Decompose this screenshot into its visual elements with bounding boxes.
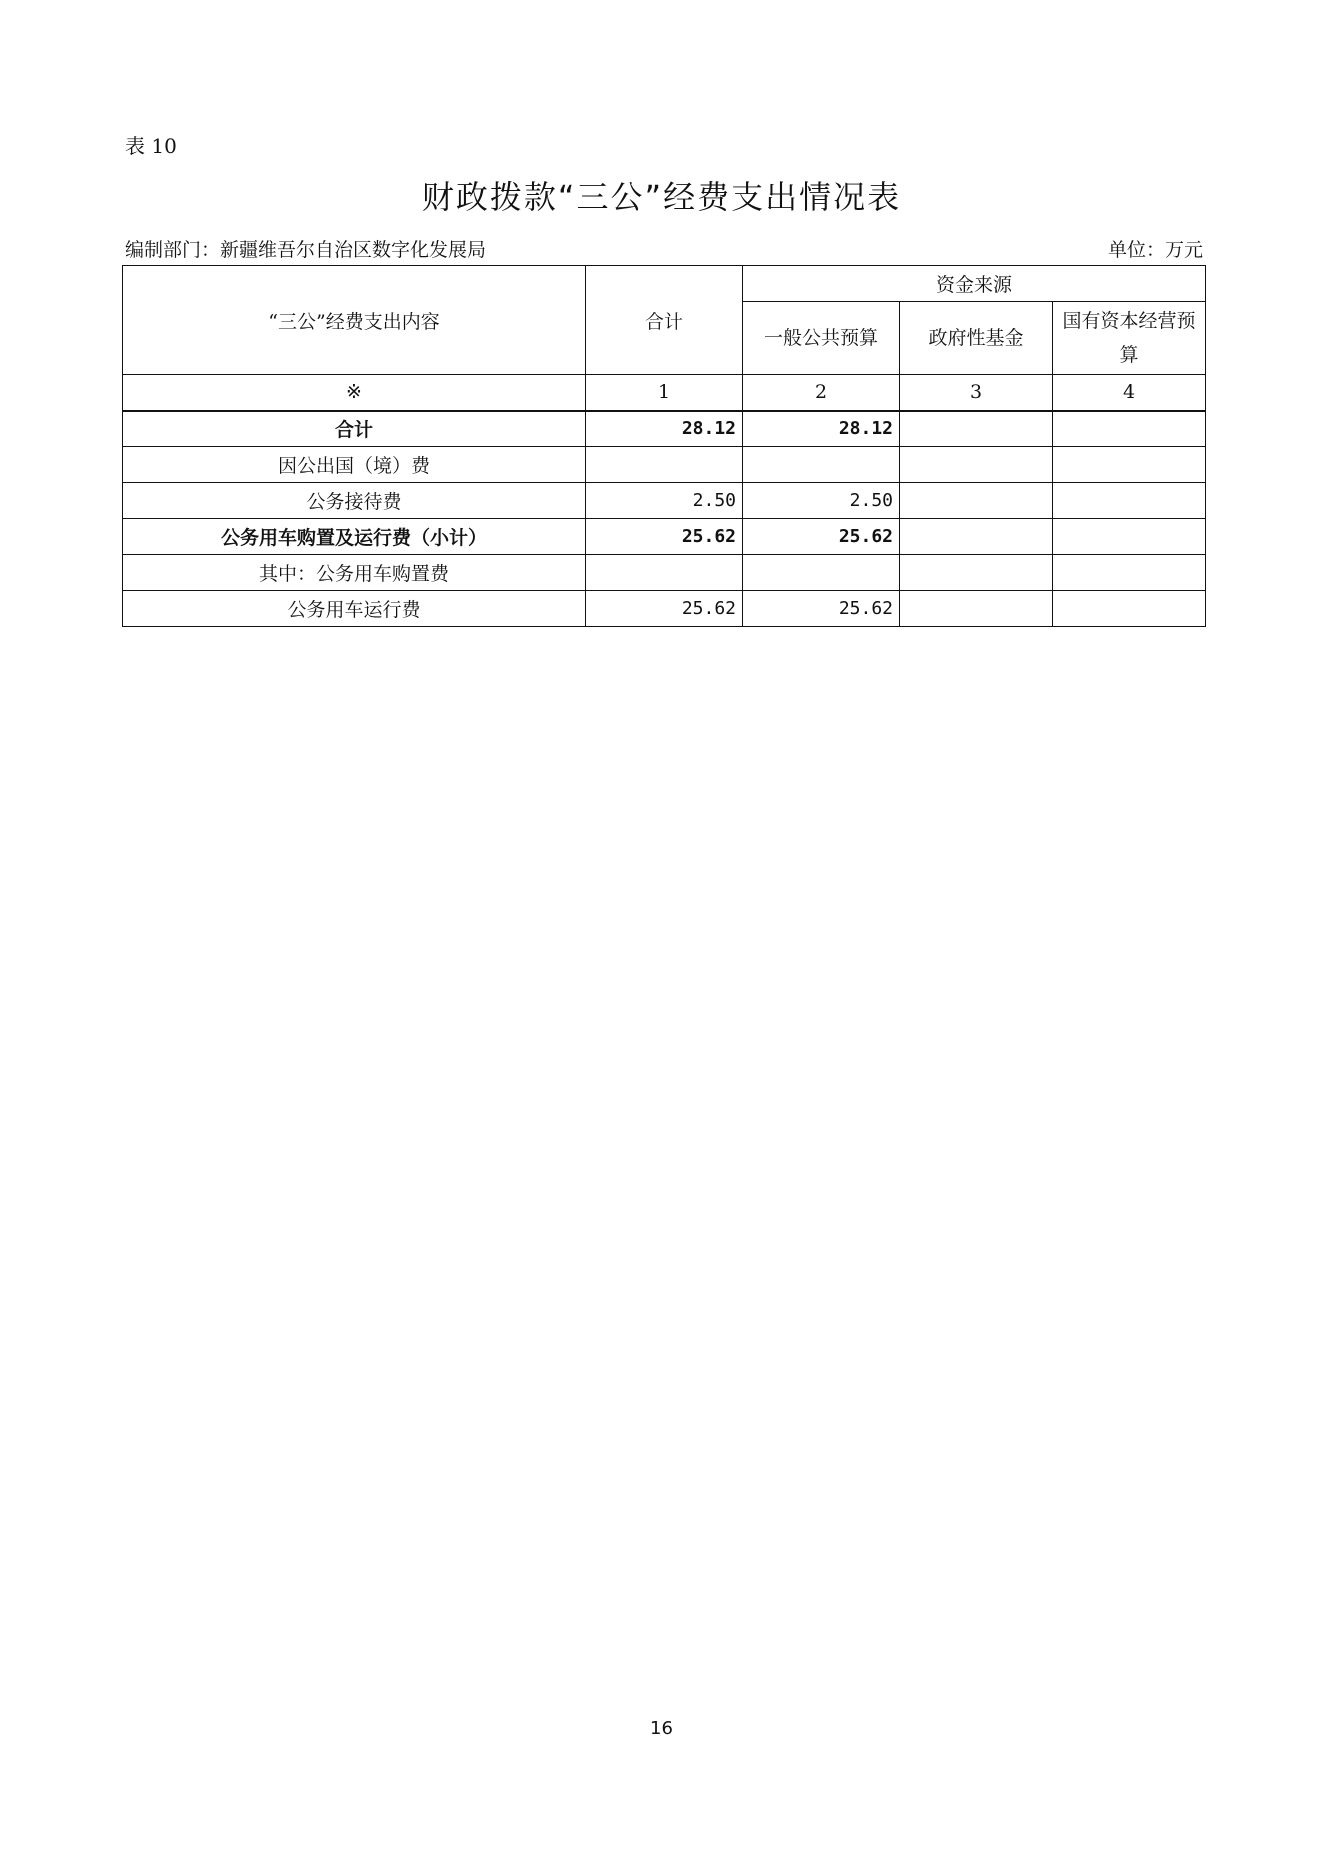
three-public-expenses-table xyxy=(122,265,1206,627)
cell-state-capital xyxy=(1053,519,1206,555)
table-row xyxy=(123,447,1206,483)
header-fund-source: 资金来源 xyxy=(743,266,1206,302)
header-content: “三公”经费支出内容 xyxy=(123,266,586,375)
cell-state-capital xyxy=(1053,591,1206,627)
row-label: 公务接待费 xyxy=(123,483,586,519)
cell-gov-fund xyxy=(900,519,1053,555)
index-cell: 2 xyxy=(743,375,900,411)
cell-gov-fund xyxy=(900,447,1053,483)
header-general-budget: 一般公共预算 xyxy=(743,302,900,375)
cell-gov-fund xyxy=(900,411,1053,447)
unit-label: 单位：万元 xyxy=(1107,239,1203,261)
row-label: 因公出国（境）费 xyxy=(123,447,586,483)
row-label: 合计 xyxy=(123,411,586,447)
page-title: 财政拨款“三公”经费支出情况表 xyxy=(421,178,902,216)
row-label: 公务用车购置及运行费（小计） xyxy=(123,519,586,555)
cell-general: 28.12 xyxy=(743,411,900,447)
cell-general: 25.62 xyxy=(743,591,900,627)
header-gov-fund: 政府性基金 xyxy=(900,302,1053,375)
index-cell: 4 xyxy=(1053,375,1206,411)
cell-gov-fund xyxy=(900,555,1053,591)
table-row xyxy=(123,483,1206,519)
index-cell: ※ xyxy=(123,375,586,411)
index-row xyxy=(123,375,1206,411)
table-number: 表 10 xyxy=(125,134,177,158)
table-row xyxy=(123,555,1206,591)
cell-state-capital xyxy=(1053,555,1206,591)
row-label: 公务用车运行费 xyxy=(123,591,586,627)
cell-gov-fund xyxy=(900,483,1053,519)
cell-state-capital xyxy=(1053,411,1206,447)
cell-total: 25.62 xyxy=(586,591,743,627)
index-cell: 3 xyxy=(900,375,1053,411)
table-row xyxy=(123,411,1206,447)
cell-total xyxy=(586,447,743,483)
cell-total: 25.62 xyxy=(586,519,743,555)
cell-general xyxy=(743,555,900,591)
cell-state-capital xyxy=(1053,483,1206,519)
header-state-capital: 国有资本经营预算 xyxy=(1053,302,1206,375)
cell-general xyxy=(743,447,900,483)
table-row xyxy=(123,591,1206,627)
department-label: 编制部门：新疆维吾尔自治区数字化发展局 xyxy=(125,239,487,261)
index-cell: 1 xyxy=(586,375,743,411)
row-label: 其中：公务用车购置费 xyxy=(123,555,586,591)
cell-state-capital xyxy=(1053,447,1206,483)
header-total: 合计 xyxy=(586,266,743,375)
page-number: 16 xyxy=(650,1718,673,1739)
cell-general: 25.62 xyxy=(743,519,900,555)
cell-gov-fund xyxy=(900,591,1053,627)
cell-total xyxy=(586,555,743,591)
cell-total: 2.50 xyxy=(586,483,743,519)
cell-total: 28.12 xyxy=(586,411,743,447)
cell-general: 2.50 xyxy=(743,483,900,519)
table-row xyxy=(123,519,1206,555)
header-row-1 xyxy=(123,266,1206,302)
